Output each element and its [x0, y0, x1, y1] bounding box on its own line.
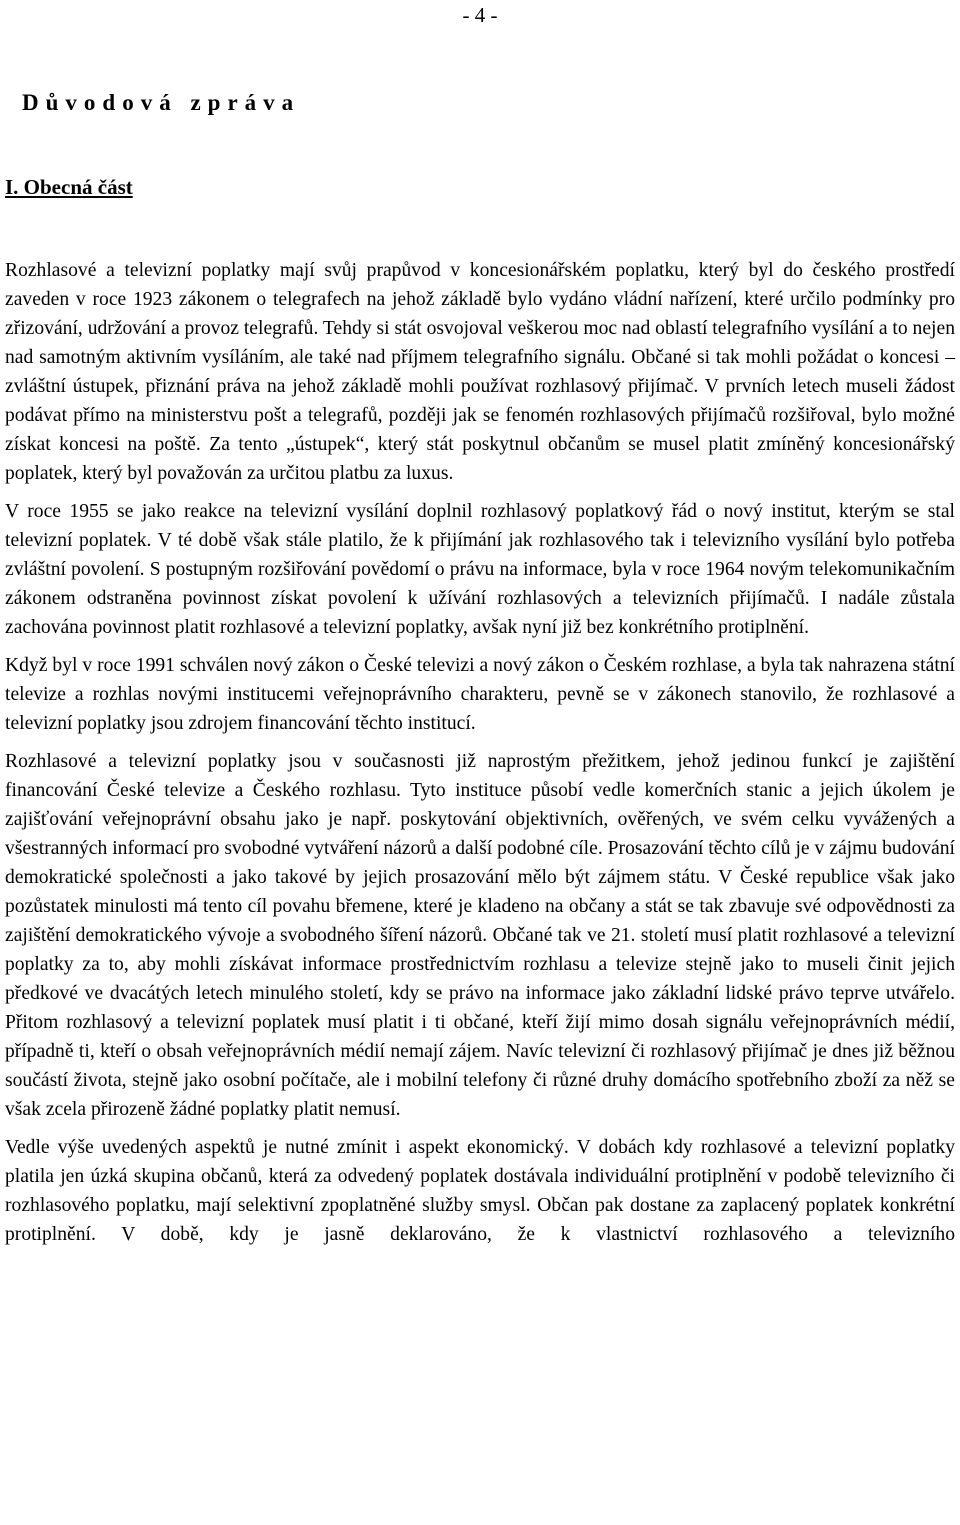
body-text [5, 256, 955, 1258]
document-heading: Důvodová zpráva [22, 90, 301, 115]
paragraph-1991-law: Když byl v roce 1991 schválen nový zákon o České televizi a nový zákon o Českém rozhlase, a byla tak nahrazena státní televize a rozhlas novými institucemi veřejnoprávního charakteru, pevně se v zákonech stanovilo, že rozhlasové a televizní poplatky jsou zdrojem financování těchto institucí. [5, 655, 955, 734]
section-heading: I. Obecná část [5, 175, 133, 199]
paragraph-economic-aspect: Vedle výše uvedených aspektů je nutné zmínit i aspekt ekonomický. V dobách kdy rozhlasové a televizní poplatky platila jen úzká skupina občanů, která za odvedený poplatek dostávala individuální protiplnění v podobě televizního či rozhlasového poplatku, mají selektivní zpoplatněné služby smysl. Občan pak dostane za zaplacený poplatek konkrétní protiplnění. V době, kdy je jasně deklarováno, že k vlastnictví rozhlasového a televizního [5, 1137, 955, 1245]
paragraph-current-state: Rozhlasové a televizní poplatky jsou v současnosti již naprostým přežitkem, jehož jedinou funkcí je zajištění financování České televize a Českého rozhlasu. Tyto instituce působí vedle komerčních stanic a jejich úkolem je zajišťování veřejnoprávní obsahu jako je např. poskytování objektivních, ověřených, ve svém celku vyvážených a všestranných informací pro svobodné vytváření názorů a další podobné cíle. Prosazování těchto cílů je v zájmu budování demokratické společnosti a jako takové by jejich prosazování mělo být zájmem státu. V České republice však jako pozůstatek minulosti má tento cíl povahu břemene, které je kladeno na občany a stát se tak zbavuje své odpovědnosti za zajištění demokratického vývoje a svobodného šíření názorů. Občané tak ve 21. století musí platit rozhlasové a televizní poplatky za to, aby mohli získávat informace prostřednictvím rozhlasu a televize stejně jako to museli činit jejich předkové ve dvacátých letech minulého století, kdy se právo na informace jako základní lidské právo teprve utvářelo. Přitom rozhlasový a televizní poplatek musí platit i ti občané, kteří žijí mimo dosah signálu veřejnoprávních médií, případně ti, kteří o obsah veřejnoprávních médií nemají zájem. Navíc televizní či rozhlasový přijímač je dnes již běžnou součástí života, stejně jako osobní počítače, ale i mobilní telefony či různé druhy domácího spotřebního zboží za něž se však zcela přirozeně žádné poplatky platit nemusí. [5, 751, 955, 1120]
paragraph-television-fee: V roce 1955 se jako reakce na televizní vysílání doplnil rozhlasový poplatkový řád o nový institut, kterým se stal televizní poplatek. V té době však stále platilo, že k přijímání jak rozhlasového tak i televizního vysílání bylo potřeba zvláštní povolení. S postupným rozšiřování povědomí o právu na informace, byla v roce 1964 novým telekomunikačním zákonem odstraněna povinnost získat povolení k užívání rozhlasových a televizních přijímačů. I nadále zůstala zachována povinnost platit rozhlasové a televizní poplatky, avšak nyní již bez konkrétního protiplnění. [5, 501, 955, 638]
page-number: - 4 - [462, 3, 498, 27]
paragraph-history: Rozhlasové a televizní poplatky mají svůj prapůvod v koncesionářském poplatku, který byl do českého prostředí zaveden v roce 1923 zákonem o telegrafech na jehož základě bylo vydáno vládní nařízení, které určilo podmínky pro zřizování, udržování a provoz telegrafů. Tehdy si stát osvojoval veškerou moc nad oblastí telegrafního vysílání a to nejen nad samotným aktivním vysíláním, ale také nad příjmem telegrafního signálu. Občané si tak mohli požádat o koncesi – zvláštní ústupek, přiznání práva na jehož základě mohli používat rozhlasový přijímač. V prvních letech museli žádost podávat přímo na ministerstvu pošt a telegrafů, později jak se fenomén rozhlasových přijímačů rozšiřoval, bylo možné získat koncesi na poště. Za tento „ústupek“, který stát poskytnul občanům se musel platit zmíněný koncesionářský poplatek, který byl považován za určitou platbu za luxus. [5, 260, 955, 484]
